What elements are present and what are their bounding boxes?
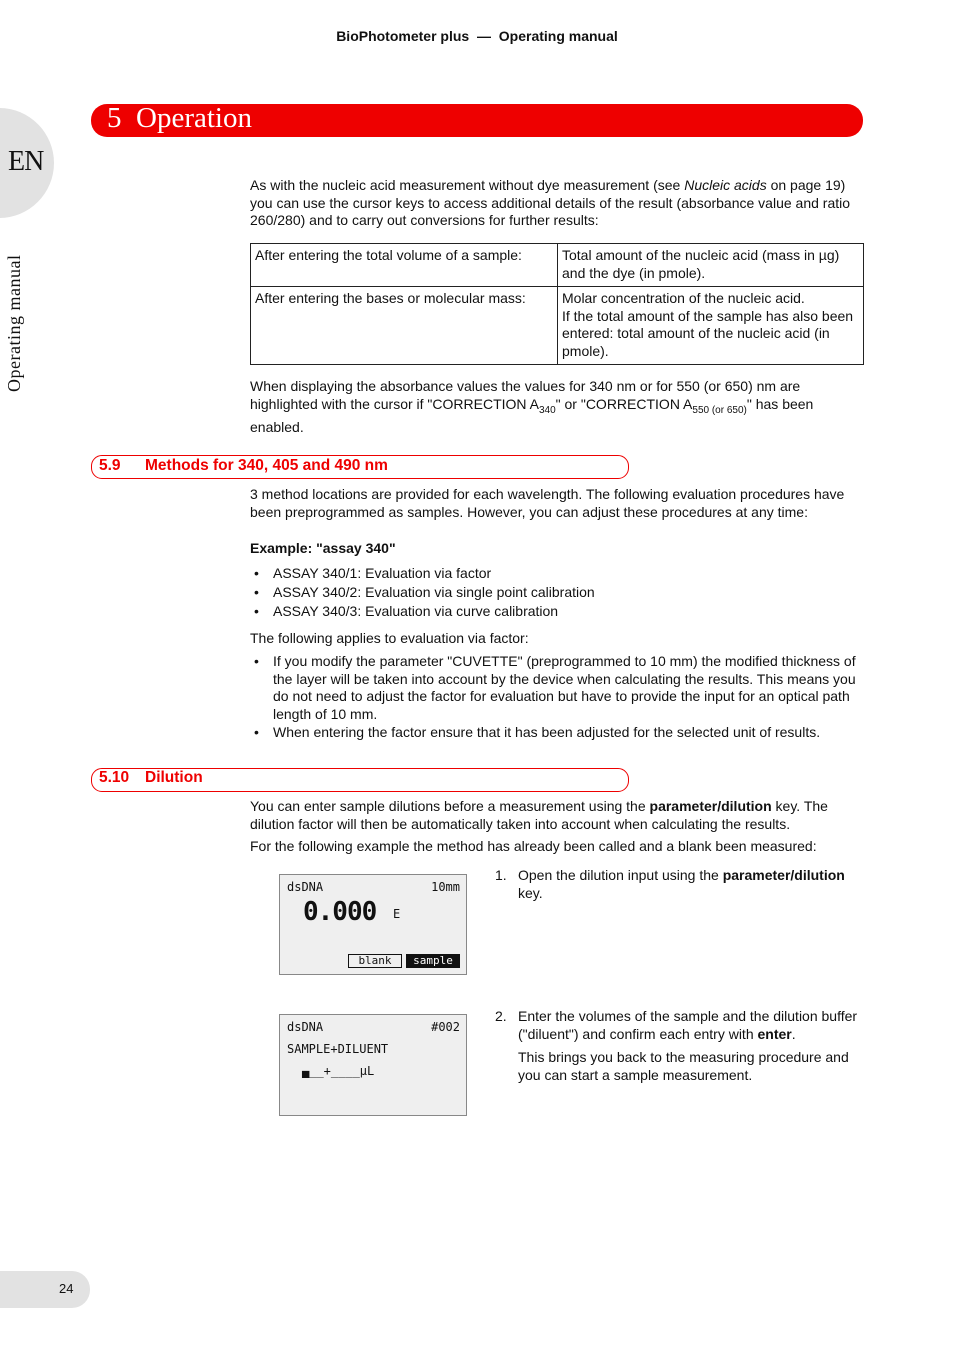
table-cell: After entering the total volume of a sample: [251, 244, 558, 287]
conversion-table [250, 243, 864, 365]
section-title-text: Dilution [145, 769, 203, 786]
lcd-value: 0.000 [303, 897, 377, 927]
factor-intro: The following applies to evaluation via factor: [250, 630, 529, 646]
step-text [518, 1008, 865, 1043]
lcd-input-field: ▄__+____µL [302, 1064, 375, 1078]
dilution-paragraph [250, 798, 862, 833]
intro-paragraph [250, 177, 862, 230]
lcd-display-result [279, 874, 467, 975]
list-item-text: ASSAY 340/1: Evaluation via factor [273, 565, 492, 581]
bullet: • [254, 584, 259, 600]
dilution-text-b: key. The dilution factor will then be automatically taken into account when calculating the results. [250, 798, 828, 832]
list-item [250, 564, 862, 583]
running-header [0, 28, 954, 44]
subscript: 550 (or 650) [692, 404, 747, 416]
table-row [251, 244, 864, 287]
example-intro: For the following example the method has already been called and a blank been measured: [250, 838, 817, 854]
list-item [250, 653, 862, 723]
step-note: This brings you back to the measuring procedure and you can start a sample measurement. [518, 1049, 849, 1083]
list-item-text: ASSAY 340/3: Evaluation via curve calibration [273, 603, 559, 619]
key-name: parameter/dilution [722, 867, 845, 883]
table-row [251, 287, 864, 365]
step-1 [495, 867, 865, 902]
header-separator: — [476, 28, 491, 44]
step-text-b: . [791, 1025, 796, 1042]
bullet: • [254, 653, 259, 669]
language-label: EN [8, 146, 44, 177]
step-number: 1. [495, 867, 507, 883]
chapter-heading [107, 102, 252, 135]
bullet: • [254, 603, 259, 619]
step-text [518, 867, 865, 902]
lcd-unit: E [393, 907, 401, 921]
lcd-blank-button: blank [348, 954, 402, 968]
key-name: enter [757, 1025, 792, 1042]
page-number-tab [0, 1271, 90, 1308]
intro-text-a: As with the nucleic acid measurement without dye measurement (see [250, 177, 685, 193]
intro-text-b: on page 19) you can use the cursor keys to access additional details of the result (absorbance value and ratio 260/280) and to carry out conversions for further results: [250, 177, 851, 228]
table-cell: After entering the bases or molecular mass: [251, 287, 558, 365]
table-cell-line: Molar concentration of the nucleic acid. [562, 290, 805, 306]
correction-text-a: When displaying the absorbance values the values for 340 nm or for 550 (or 650) nm are highlighted with the cursor if "CORRECTION A [250, 378, 801, 412]
cross-reference: Nucleic acids [684, 177, 767, 193]
table-cell: Total amount of the nucleic acid (mass in µg) and the dye (in pmole). [558, 244, 864, 287]
correction-paragraph [250, 378, 862, 436]
lcd-method: dsDNA [287, 1020, 324, 1034]
section-title-text: Methods for 340, 405 and 490 nm [145, 457, 388, 474]
lcd-sample-button: sample [406, 954, 460, 968]
section59-intro: 3 method locations are provided for each wavelength. The following evaluation procedures have been preprogrammed as samples. However, you can adjust these procedures at any time: [250, 486, 845, 520]
step-text-a: Enter the volumes of the sample and the dilution buffer ("diluent") and confirm each entry with [518, 1008, 858, 1042]
section-number-text: 5.10 [99, 769, 130, 786]
subscript: 340 [538, 404, 556, 416]
lcd-method: dsDNA [287, 880, 324, 894]
section-number-text: 5.9 [99, 457, 121, 474]
dilution-text-a: You can enter sample dilutions before a measurement using the [250, 798, 650, 814]
list-item-text: If you modify the parameter "CUVETTE" (preprogrammed to 10 mm) the modified thickness of the layer will be taken into account by the device when calculating the results. This means you do not need to adjust the factor for evaluation but have to provide the input for an optical path length of 10 mm. [273, 653, 856, 722]
section-number [99, 769, 129, 787]
correction-text-c: " has been enabled. [250, 395, 814, 435]
table-cell-line: If the total amount of the sample has also been entered: total amount of the nucleic acid (in pmole). [562, 307, 854, 359]
list-item-text: ASSAY 340/2: Evaluation via single point calibration [273, 584, 595, 600]
lcd-display-dilution [279, 1014, 467, 1116]
list-item-text: When entering the factor ensure that it has been adjusted for the selected unit of results. [273, 724, 821, 740]
section-title [145, 769, 203, 787]
list-item [250, 724, 862, 742]
step-text-b: key. [518, 884, 543, 901]
example-heading: Example: "assay 340" [250, 540, 396, 556]
bullet: • [254, 724, 259, 740]
correction-text-b: " or "CORRECTION A [555, 395, 693, 412]
assay-list [250, 564, 862, 621]
step-number: 2. [495, 1008, 507, 1024]
section-title [145, 457, 388, 475]
chapter-title: Operation [136, 102, 252, 134]
factor-list [250, 653, 862, 742]
side-section-label: Operating manual [4, 254, 24, 392]
bullet: • [254, 565, 259, 581]
step-text-a: Open the dilution input using the [518, 867, 723, 883]
page-number: 24 [59, 1281, 74, 1296]
header-doc: Operating manual [498, 28, 618, 44]
header-product: BioPhotometer plus [336, 28, 470, 44]
step-2 [495, 1008, 865, 1084]
list-item [250, 602, 862, 621]
key-name: parameter/dilution [649, 798, 772, 814]
lcd-prompt: SAMPLE+DILUENT [287, 1042, 389, 1056]
table-cell [558, 287, 864, 365]
lcd-path-length: 10mm [431, 880, 460, 894]
lcd-sample-id: #002 [431, 1020, 460, 1034]
chapter-number: 5 [107, 102, 122, 134]
section-number [99, 457, 121, 475]
list-item [250, 583, 862, 602]
